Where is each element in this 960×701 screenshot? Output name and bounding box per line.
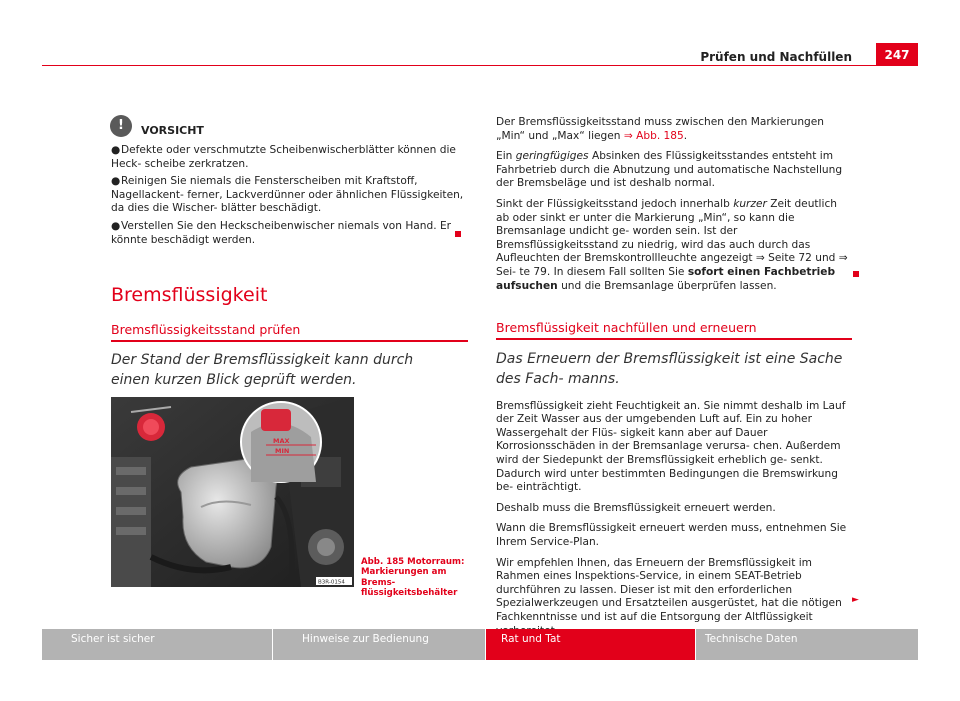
subheading-rule [111, 340, 468, 342]
warning-icon: ! [110, 115, 132, 137]
engine-bay-illustration [111, 397, 354, 587]
caution-item [111, 220, 468, 247]
paragraph: Wann die Bremsflüssigkeit erneuert werden muss, entnehmen Sie Ihrem Service-Plan. [496, 522, 847, 548]
subheading-check-level: Bremsflüssigkeitsstand prüfen [111, 322, 301, 337]
figure-caption: Abb. 185 Motorraum: Markierungen am Brems- flüssigkeitsbehälter [361, 557, 465, 599]
right-subsection [496, 321, 852, 645]
continue-arrow-icon: ► [852, 595, 859, 605]
renewal-paragraphs [496, 400, 852, 639]
left-subsection [111, 323, 468, 390]
section-end-icon [455, 231, 461, 237]
section-end-icon [853, 271, 859, 277]
caution-box [111, 118, 468, 251]
paragraph-significant-drop: Sinkt der Flüssigkeitsstand jedoch innerhalb kurzer Zeit deutlich ab oder sinkt er unter die Markierung „Min“, so kann die Bremsanlage undicht ge- worden sein. Ist der Bremsflüssigkeitsstand zu niedrig, wird das auch durch das Aufleuchten der Bremskontrollleuchte angezeigt ⇒ Seite 72 und ⇒ Sei- te 79. In diesem Fall sollten Sie sofort einen Fachbetrieb aufsuchen und die Bremsanlage überprüfen lassen. [496, 197, 848, 292]
paragraph-level-range: Der Bremsflüssigkeitsstand muss zwischen den Markierungen „Min“ und „Max“ liegen ⇒ Abb. 185. [496, 116, 825, 142]
bullet-icon: ● [111, 144, 121, 156]
section-title: Bremsflüssigkeit [111, 284, 268, 306]
tab-hinweise-zur-bedienung[interactable]: Hinweise zur Bedienung [272, 629, 485, 660]
paragraph: Wir empfehlen Ihnen, das Erneuern der Bremsflüssigkeit im Rahmen eines Inspektions-Service, in einem SEAT-Betrieb durchführen zu lassen. Dieser ist mit den erforderlichen Spezialwerkzeugen und Ersatzteilen ausgerüstet, hat die nötigen Fachkenntnisse und ist auf die Entsorgung der Altflüssigkeit [496, 556, 842, 623]
right-column [496, 116, 852, 300]
engine-bay-figure [111, 397, 354, 587]
figure-reference-link[interactable]: ⇒ Abb. 185 [623, 129, 684, 142]
intro-text: Der Stand der Bremsflüssigkeit kann durch einen kurzen Blick geprüft werden. [111, 351, 414, 388]
caution-item-text: Reinigen Sie niemals die Fensterscheiben mit Kraftstoff, Nagellackent- ferner, Lackverdünner oder ähnlichen Flüssigkeiten, da dies die Wischer- blätter beschädigt. [111, 175, 464, 215]
header-rule [42, 65, 918, 66]
tab-technische-daten[interactable]: Technische Daten [695, 629, 918, 660]
caution-item-text: Verstellen Sie den Heckscheibenwischer niemals von Hand. Er könnte beschädigt werden. [111, 219, 452, 246]
tab-rat-und-tat[interactable]: Rat und Tat [485, 629, 695, 660]
intro-text: Das Erneuern der Bremsflüssigkeit ist eine Sache des Fach- manns. [496, 350, 843, 387]
subheading-refill-renew: Bremsflüssigkeit nachfüllen und erneuern [496, 320, 757, 335]
caution-item [111, 175, 468, 216]
running-header-title: Prüfen und Nachfüllen [700, 50, 852, 64]
bullet-icon: ● [111, 175, 121, 188]
bullet-icon: ● [111, 219, 121, 232]
figure-code: B3R-0154 [318, 579, 345, 586]
subheading-rule [496, 338, 852, 340]
caution-item-text: Defekte oder verschmutzte Scheibenwischerblätter können die Heck- scheibe zerkratzen. [111, 144, 456, 170]
caution-header [111, 118, 468, 138]
page-number: 247 [876, 43, 918, 65]
min-marking-label: MIN [275, 447, 290, 455]
caution-item [111, 144, 468, 171]
paragraph: Deshalb muss die Bremsflüssigkeit erneuert werden. [496, 501, 776, 514]
chapter-tabs [42, 629, 918, 660]
caution-label: VORSICHT [141, 124, 204, 138]
paragraph: Bremsflüssigkeit zieht Feuchtigkeit an. Sie nimmt deshalb im Lauf der Zeit Wasser aus der umgebenden Luft auf. Ein zu hoher Wassergehalt der Flüs- sigkeit kann aber auf Dauer Korrosionsschäden in der Bremsanlage verursa- chen. Außerdem wird der Siedepunkt der Bremsflüssigkeit erheblich ge- senkt. Dadurch wird unter bestimmten Bedingungen die Bremswirkung be- einträchtigt. [496, 399, 846, 494]
paragraph-slight-drop: Ein geringfügiges Absinken des Flüssigkeitsstandes entsteht im Fahrbetrieb durch die Abnutzung und automatische Nachstellung der Bremsbeläge und ist deshalb normal. [496, 150, 843, 190]
tab-sicher-ist-sicher[interactable]: Sicher ist sicher [42, 629, 272, 660]
max-marking-label: MAX [273, 437, 290, 445]
